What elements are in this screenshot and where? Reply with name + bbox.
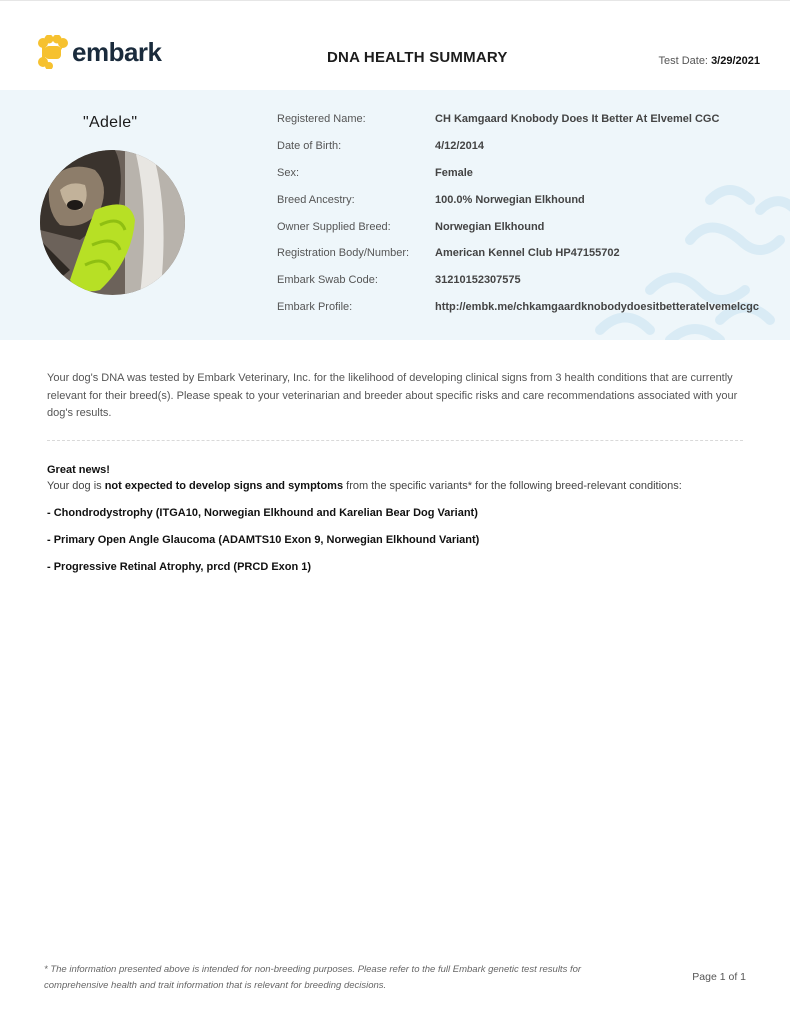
info-label: Embark Swab Code: bbox=[277, 274, 378, 287]
results-section bbox=[47, 463, 747, 573]
info-label: Breed Ancestry: bbox=[277, 193, 355, 206]
condition-item: - Chondrodystrophy (ITGA10, Norwegian Elkhound and Karelian Bear Dog Variant) bbox=[47, 507, 478, 519]
info-row-breed-ancestry bbox=[277, 194, 777, 221]
info-row-sex bbox=[277, 167, 777, 194]
logo-wordmark: embark bbox=[72, 36, 162, 67]
info-row-swab-code bbox=[277, 274, 777, 301]
results-body-suffix: from the specific variants* for the following breed-relevant conditions: bbox=[343, 480, 682, 492]
test-date bbox=[658, 55, 760, 67]
footnote: * The information presented above is intended for non-breeding purposes. Please refer to the full Embark genetic test results for comprehensive health and trait information that is relevant for breeding decisions. bbox=[44, 964, 582, 991]
test-date-label: Test Date: bbox=[658, 55, 708, 67]
info-value: American Kennel Club HP47155702 bbox=[435, 247, 620, 260]
dog-photo-icon bbox=[40, 150, 185, 295]
info-row-registered-name bbox=[277, 113, 777, 140]
results-body-prefix: Your dog is bbox=[47, 480, 105, 492]
info-value: Female bbox=[435, 166, 473, 179]
results-body bbox=[47, 478, 747, 495]
info-value: Norwegian Elkhound bbox=[435, 220, 545, 233]
profile-link[interactable]: http://embk.me/chkamgaardknobodydoesitbetteratelvemelcgc bbox=[435, 301, 759, 314]
info-label: Owner Supplied Breed: bbox=[277, 220, 391, 233]
results-body-bold: not expected to develop signs and symptoms bbox=[104, 480, 344, 492]
page-header bbox=[0, 0, 790, 90]
dashed-divider bbox=[47, 440, 743, 441]
embark-logo[interactable] bbox=[36, 34, 162, 70]
dog-info-table bbox=[277, 113, 777, 328]
info-value: CH Kamgaard Knobody Does It Better At Elvemel CGC bbox=[435, 113, 720, 125]
dog-name: "Adele" bbox=[83, 114, 138, 131]
info-label: Date of Birth: bbox=[277, 139, 342, 152]
embark-bone-icon bbox=[36, 35, 70, 69]
info-row-owner-breed bbox=[277, 221, 777, 248]
info-label: Embark Profile: bbox=[277, 301, 353, 314]
condition-item: - Progressive Retinal Atrophy, prcd (PRCD Exon 1) bbox=[47, 561, 312, 573]
condition-item: - Primary Open Angle Glaucoma (ADAMTS10 Exon 9, Norwegian Elkhound Variant) bbox=[47, 534, 480, 546]
info-label: Registered Name: bbox=[277, 113, 366, 125]
info-label: Sex: bbox=[277, 166, 300, 179]
results-title: Great news! bbox=[47, 464, 110, 476]
info-value: 100.0% Norwegian Elkhound bbox=[435, 193, 585, 206]
info-label: Registration Body/Number: bbox=[277, 247, 410, 260]
info-row-profile bbox=[277, 301, 777, 328]
info-row-registration bbox=[277, 247, 777, 274]
dog-photo bbox=[40, 150, 185, 295]
page-number: Page 1 of 1 bbox=[692, 971, 746, 983]
info-row-date-of-birth bbox=[277, 140, 777, 167]
info-value: 4/12/2014 bbox=[435, 139, 484, 152]
document-title: DNA HEALTH SUMMARY bbox=[327, 49, 508, 66]
test-date-value: 3/29/2021 bbox=[711, 55, 760, 67]
intro-paragraph: Your dog's DNA was tested by Embark Veterinary, Inc. for the likelihood of developing clinical signs from 3 health conditions that are currently relevant for their breed(s). Please speak to your veterinarian and breeder about specific risks and care recommendations associated with your dog's results. bbox=[47, 372, 738, 419]
info-value: 31210152307575 bbox=[435, 274, 521, 287]
